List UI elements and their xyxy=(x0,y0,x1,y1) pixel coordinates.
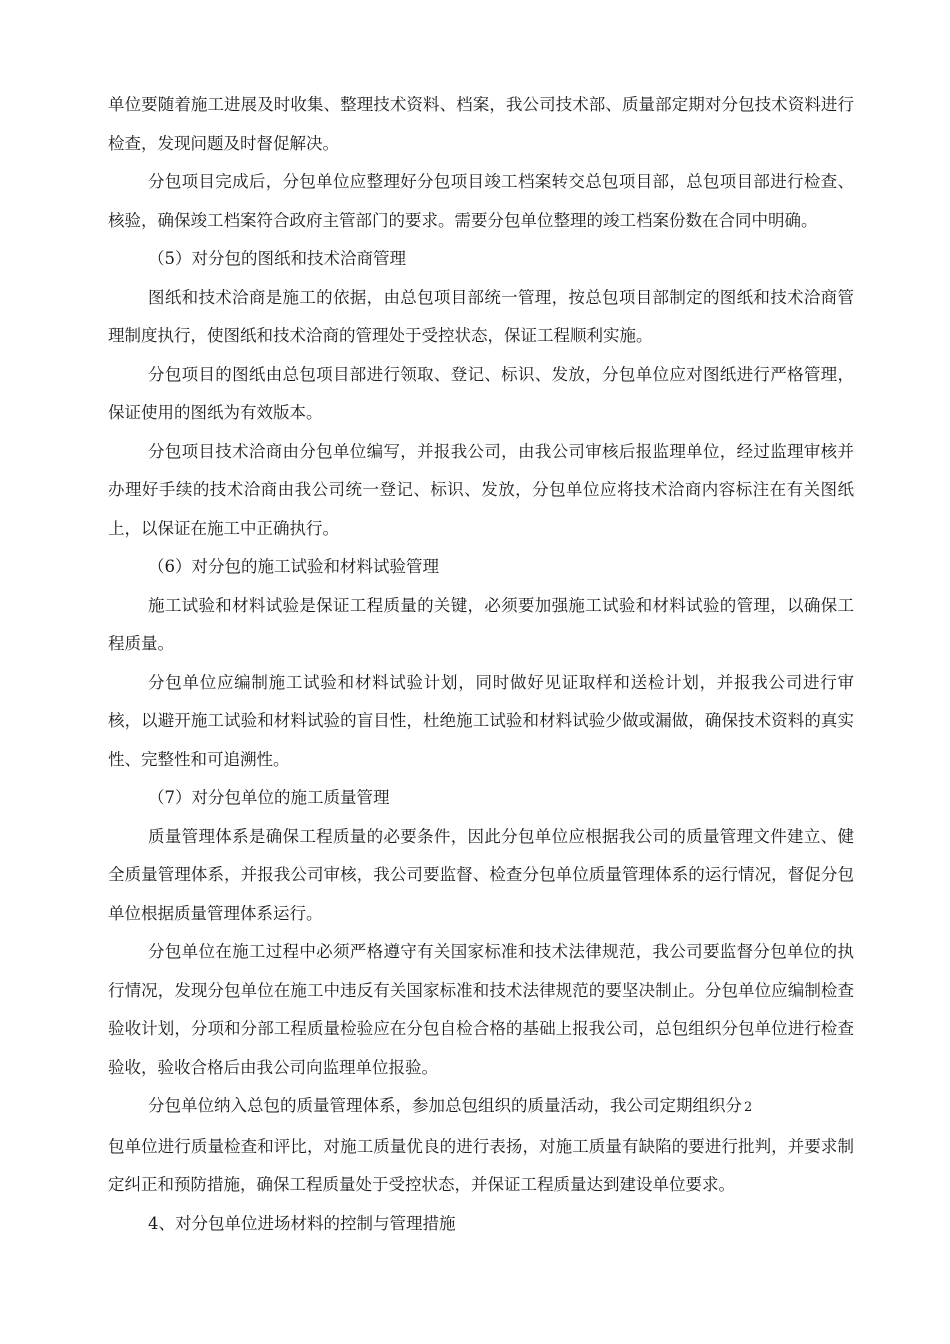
paragraph-2: 分包项目完成后，分包单位应整理好分包项目竣工档案转交总包项目部，总包项目部进行检查、核验，确保竣工档案符合政府主管部门的要求。需要分包单位整理的竣工档案份数在合同中明确。 xyxy=(108,172,854,230)
document-page xyxy=(108,86,854,1243)
paragraph-1: 单位要随着施工进展及时收集、整理技术资料、档案，我公司技术部、质量部定期对分包技术资料进行检查，发现问题及时督促解决。 xyxy=(108,95,854,153)
paragraph-9: 分包单位在施工过程中必须严格遵守有关国家标准和技术法律规范，我公司要监督分包单位的执行情况，发现分包单位在施工中违反有关国家标准和技术法律规范的要坚决制止。分包单位应编制检查验收计划，分项和分部工程质量检验应在分包自检合格的基础上报我公司，总包组织分包单位进行检查验收，验收合格后由我公司向监理单位报验。 xyxy=(108,942,854,1077)
paragraph-8: 质量管理体系是确保工程质量的必要条件，因此分包单位应根据我公司的质量管理文件建立、健全质量管理体系，并报我公司审核，我公司要监督、检查分包单位质量管理体系的运行情况，督促分包单位根据质量管理体系运行。 xyxy=(108,826,854,923)
paragraph-10-continued: 包单位进行质量检查和评比，对施工质量优良的进行表扬，对施工质量有缺陷的要进行批判，并要求制定纠正和预防措施，确保工程质量处于受控状态，并保证工程质量达到建设单位要求。 xyxy=(108,1136,854,1194)
section-heading-4: 4、对分包单位进场材料的控制与管理措施 xyxy=(148,1213,456,1233)
paragraph-6: 施工试验和材料试验是保证工程质量的关键，必须要加强施工试验和材料试验的管理，以确保工程质量。 xyxy=(108,595,854,653)
paragraph-10-start-text: 分包单位纳入总包的质量管理体系，参加总包组织的质量活动，我公司定期组织分 xyxy=(148,1096,742,1115)
paragraph-4: 分包项目的图纸由总包项目部进行领取、登记、标识、发放，分包单位应对图纸进行严格管理，保证使用的图纸为有效版本。 xyxy=(108,364,854,422)
paragraph-10-start xyxy=(108,1087,854,1128)
section-heading-7: （7）对分包单位的施工质量管理 xyxy=(148,788,390,807)
page-number: 2 xyxy=(744,1100,753,1115)
paragraph-7: 分包单位应编制施工试验和材料试验计划，同时做好见证取样和送检计划，并报我公司进行审核，以避开施工试验和材料试验的盲目性，杜绝施工试验和材料试验少做或漏做，确保技术资料的真实性、完整性和可追溯性。 xyxy=(108,672,854,769)
section-heading-6: （6）对分包的施工试验和材料试验管理 xyxy=(148,557,439,576)
section-heading-5: （5）对分包的图纸和技术洽商管理 xyxy=(148,249,406,268)
paragraph-5: 分包项目技术洽商由分包单位编写，并报我公司，由我公司审核后报监理单位，经过监理审核并办理好手续的技术洽商由我公司统一登记、标识、发放，分包单位应将技术洽商内容标注在有关图纸上，以保证在施工中正确执行。 xyxy=(108,441,854,538)
paragraph-3: 图纸和技术洽商是施工的依据，由总包项目部统一管理，按总包项目部制定的图纸和技术洽商管理制度执行，使图纸和技术洽商的管理处于受控状态，保证工程顺利实施。 xyxy=(108,287,854,345)
